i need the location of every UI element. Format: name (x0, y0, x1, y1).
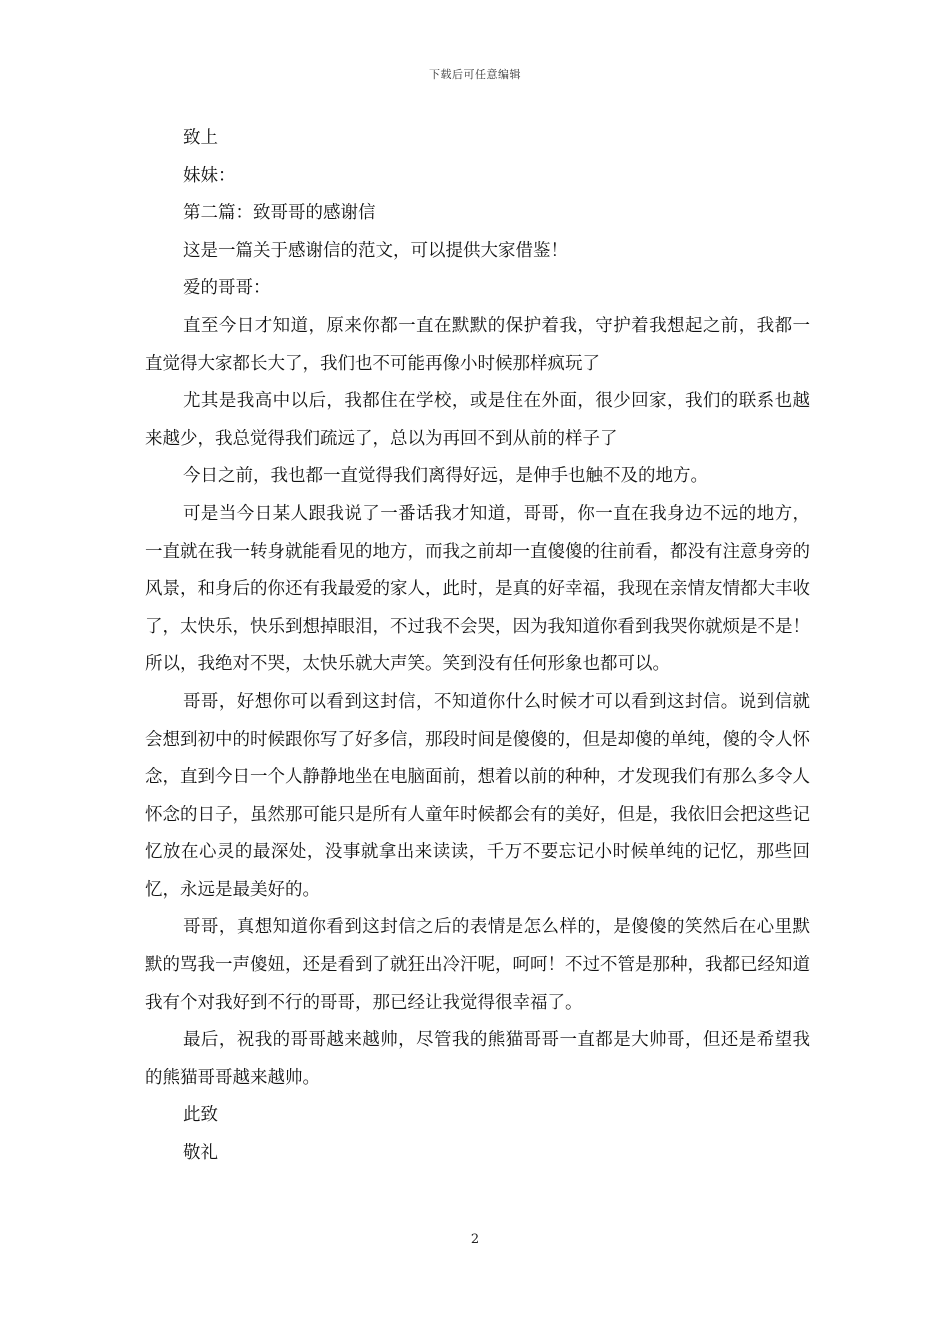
section-title: 第二篇：致哥哥的感谢信 (183, 203, 376, 224)
page-number: 2 (470, 1232, 480, 1247)
paragraph-7: 最后，祝我的哥哥越来越帅，尽管我的熊猫哥哥一直都是大帅哥，但还是希望我的熊猫哥哥越来越帅。 (145, 1030, 810, 1088)
intro-line: 这是一篇关于感谢信的范文，可以提供大家借鉴！ (183, 240, 568, 261)
paragraph-1: 直至今日才知道，原来你都一直在默默的保护着我，守护着我想起之前，我都一直觉得大家都长大了，我们也不可能再像小时候那样疯玩了 (145, 315, 810, 374)
paragraph-6: 哥哥，真想知道你看到这封信之后的表情是怎么样的，是傻傻的笑然后在心里默默的骂我一声傻妞，还是看到了就狂出冷汗呢，呵呵！不过不管是那种，我都已经知道我有个对我好到不行的哥哥，那已经让我觉得很幸福了。 (145, 917, 810, 1013)
document-body (145, 120, 810, 1173)
download-note: 下载后可任意编辑 (429, 68, 521, 81)
closing-to: 致上 (183, 128, 218, 148)
salutation: 爱的哥哥： (183, 278, 271, 299)
paragraph-2: 尤其是我高中以后，我都住在学校，或是住在外面，很少回家，我们的联系也越来越少，我总觉得我们疏远了，总以为再回不到从前的样子了 (145, 391, 810, 449)
paragraph-4: 可是当今日某人跟我说了一番话我才知道，哥哥，你一直在我身边不远的地方，一直就在我一转身就能看见的地方，而我之前却一直傻傻的往前看，都没有注意身旁的风景，和身后的你还有我最爱的家人，此时，是真的好幸福，我现在亲情友情都大丰收了，太快乐，快乐到想掉眼泪，不过我不会哭，因为我知道你看到我哭你就烦是不是！所以，我绝对不哭，太快乐就大声笑。笑到没有任何形象也都可以。 (145, 503, 810, 675)
closing-salute-2: 敬礼 (183, 1143, 218, 1164)
paragraph-3: 今日之前，我也都一直觉得我们离得好远，是伸手也触不及的地方。 (183, 466, 708, 487)
paragraph-5: 哥哥，好想你可以看到这封信，不知道你什么时候才可以看到这封信。说到信就会想到初中的时候跟你写了好多信，那段时间是傻傻的，但是却傻的单纯，傻的令人怀念，直到今日一个人静静地坐在电脑面前，想着以前的种种，才发现我们有那么多令人怀念的日子，虽然那可能只是所有人童年时候都会有的美好，但是，我依旧会把这些记忆放在心灵的最深处，没事就拿出来读读，千万不要忘记小时候单纯的记忆，那些回忆，永远是最美好的。 (145, 691, 810, 900)
closing-salute-1: 此致 (183, 1105, 218, 1126)
signature: 妹妹： (183, 165, 236, 186)
